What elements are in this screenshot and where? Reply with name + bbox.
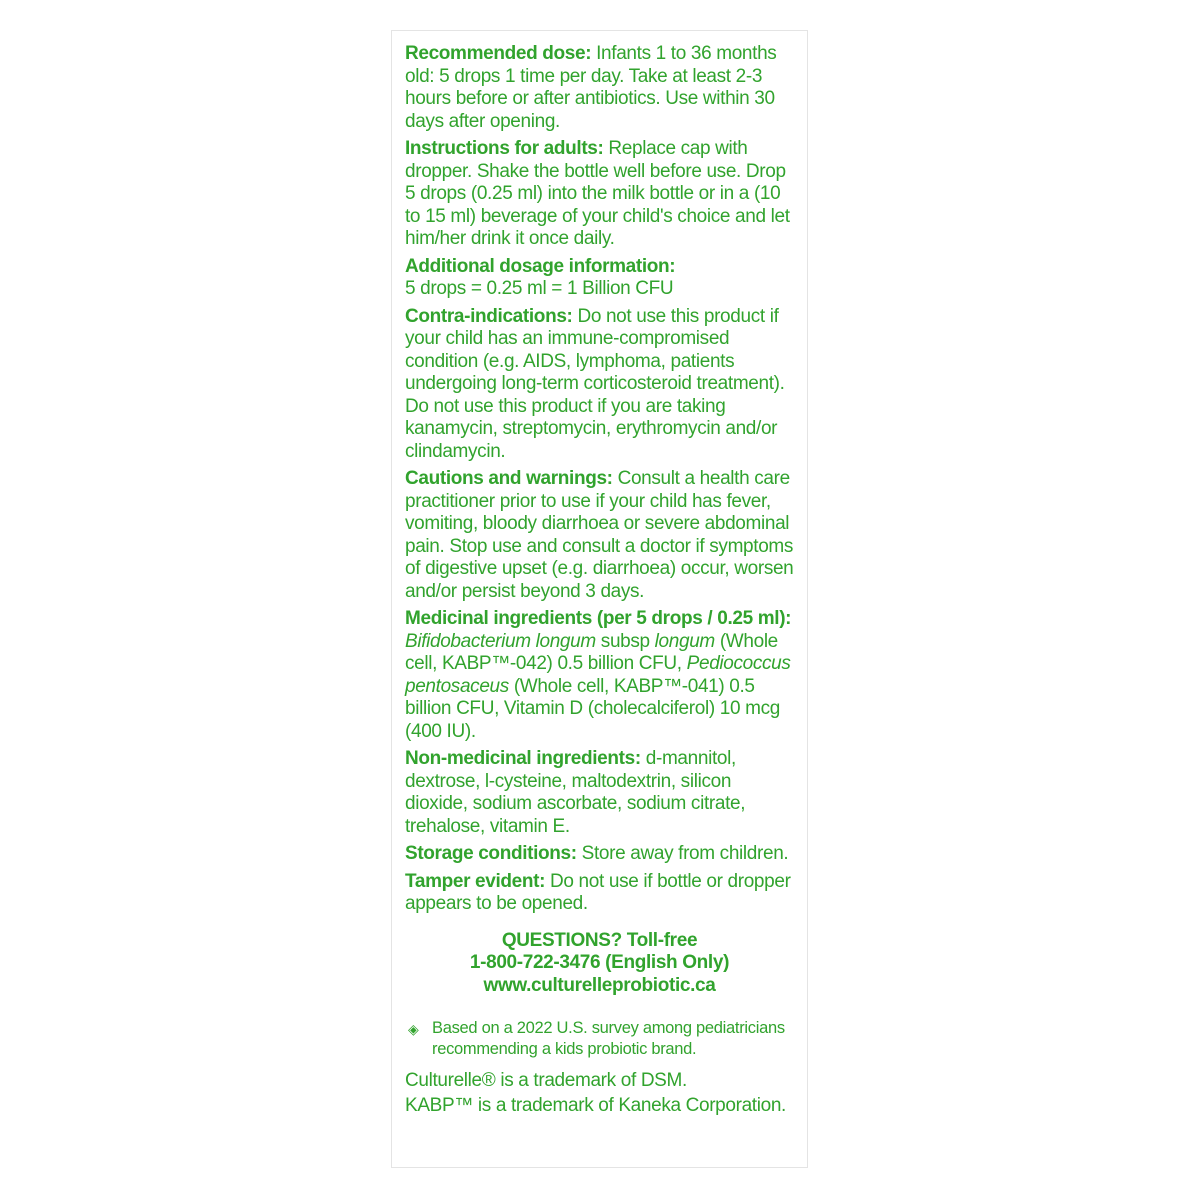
section-body-text: (Whole cell, KABP™-042) 0.5 billion CFU, [405,630,778,674]
label-section [405,608,794,743]
survey-footnote [405,1018,794,1059]
label-panel [391,30,808,1168]
section-body-text: subsp [595,630,655,652]
label-section [405,256,794,301]
contact-questions-line: QUESTIONS? Toll-free [501,929,698,951]
section-heading: Recommended dose: [405,43,592,64]
section-body-italic: longum [654,630,715,652]
trademark-line-kabp: KABP™ is a trademark of Kaneka Corporation. [405,1094,786,1116]
section-body-text: Consult a health care practitioner prior to use if your child has fever, vomiting, bloody diarrhoea or severe abdominal pain. Stop use and consult a doctor if symptoms of digestive upset (e.g. diarrhoea) occur, worsen and/or persist beyond 3 days. [405,468,794,602]
section-body-text: 5 drops = 0.25 ml = 1 Billion CFU [405,278,674,299]
label-section [405,843,794,866]
label-sections [405,43,794,916]
trademark-line-culturelle: Culturelle® is a trademark of DSM. [405,1070,687,1091]
section-heading: Contra-indications: [405,305,573,327]
section-body-text: d-mannitol, dextrose, l-cysteine, maltodextrin, silicon dioxide, sodium ascorbate, sodium citrate, trehalose, vitamin E. [405,748,746,837]
section-body-text: (Whole cell, KABP™-041) 0.5 billion CFU, Vitamin D (cholecalciferol) 10 mcg (400 IU). [405,675,780,742]
label-section [405,748,794,838]
label-section [405,43,794,133]
label-section [405,306,794,464]
section-body-text: Store away from children. [576,843,789,864]
section-body-text: Infants 1 to 36 months old: 5 drops 1 time per day. Take at least 2-3 hours before or after antibiotics. Use within 30 days after opening. [405,43,777,132]
label-section [405,468,794,603]
section-heading: Medicinal ingredients (per 5 drops / 0.25 ml): [405,608,792,629]
section-heading: Cautions and warnings: [405,468,613,489]
label-section [405,871,794,916]
section-heading: Tamper evident: [405,870,546,892]
contact-block [405,930,794,998]
section-body-italic: Bifidobacterium longum [405,630,596,652]
section-heading: Storage conditions: [405,843,577,864]
section-heading: Non-medicinal ingredients: [405,748,641,769]
diamond-bullet-icon: ◈ [408,1021,419,1037]
survey-footnote-text: Based on a 2022 U.S. survey among pediatricians recommending a kids probiotic brand. [432,1019,785,1058]
contact-website-line: www.culturelleprobiotic.ca [483,974,716,996]
section-body-italic: Pediococcus pentosaceus [405,653,791,697]
section-heading: Instructions for adults: [405,138,604,159]
section-heading: Additional dosage information: [405,255,676,277]
section-body-text: Do not use this product if your child has an immune-compromised condition (e.g. AIDS, lymphoma, patients undergoing long-term corticosteroid treatment). Do not use this product if you are taking kanamycin, streptomycin, erythromycin and/or clindamycin. [405,305,785,462]
section-body-text: Do not use if bottle or dropper appears to be opened. [405,870,791,914]
label-section [405,138,794,251]
contact-phone-line: 1-800-722-3476 (English Only) [469,952,730,973]
trademark-block [405,1069,794,1118]
section-body-text: Replace cap with dropper. Shake the bottle well before use. Drop 5 drops (0.25 ml) into the milk bottle or in a (10 to 15 ml) beverage of your child's choice and let him/her drink it once daily. [405,138,790,249]
